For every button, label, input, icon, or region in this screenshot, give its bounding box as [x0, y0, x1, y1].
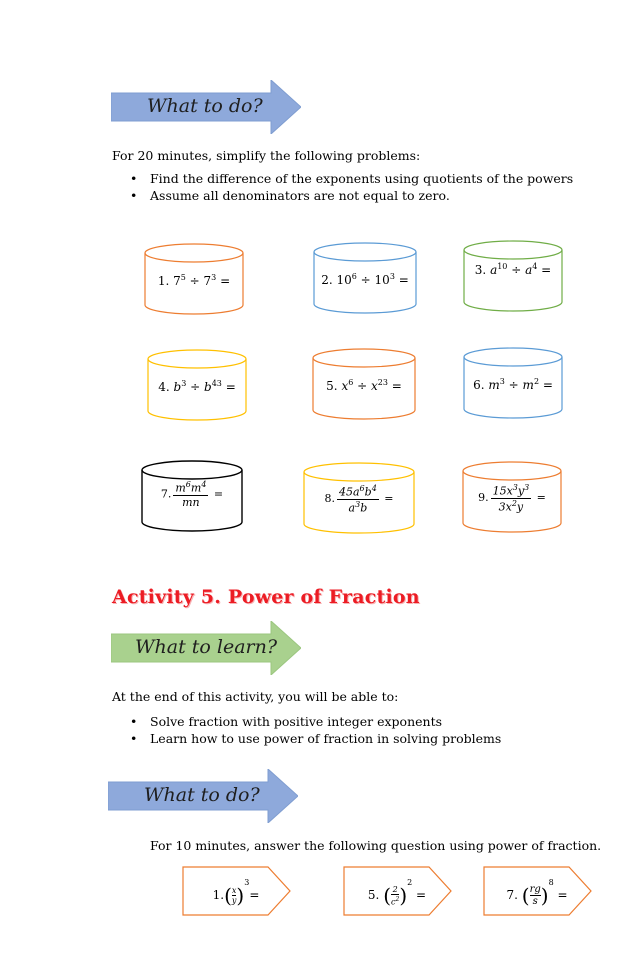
arrow-label: What to do?	[147, 95, 263, 117]
problem-expression: 9. $\frac{15x^3y^3}{3x^2y}$ =	[478, 483, 546, 514]
fraction-problem-7	[483, 866, 593, 914]
problem-expression: 6. $m^3 \div m^2$ =	[473, 377, 553, 392]
bullet-item: • Learn how to use power of fraction in solving problems	[114, 730, 501, 747]
arrow-label: What to do?	[144, 784, 260, 806]
activity-title: Activity 5. Power of Fraction	[112, 586, 420, 608]
problem-expression: 3. $a^{10} \div a^4$ =	[474, 262, 552, 277]
bullet-item: • Assume all denominators are not equal to zero.	[114, 187, 573, 204]
instruction-text: For 20 minutes, simplify the following problems:	[112, 148, 421, 163]
problem-expression: 8. $\frac{45a^6b^4}{a^3b}$ =	[324, 484, 394, 515]
fraction-problem-1	[182, 866, 292, 914]
problem-expression: 1. $7^5 \div 7^3$ =	[157, 273, 231, 288]
what-to-learn-arrow	[111, 621, 301, 675]
problem-cylinder-4	[147, 349, 247, 421]
problem-expression: 2. $10^6 \div 10^3$ =	[321, 272, 409, 287]
problem-cylinder-8	[303, 462, 403, 534]
fraction-expression: 1.( $\frac{x}{y}$ )$^3$=	[212, 878, 260, 908]
problem-cylinder-3	[463, 240, 563, 312]
problem-expression: 7. $\frac{m^6m^4}{mn}$ =	[160, 480, 224, 509]
problem-expression: 4. $b^3 \div b^{43}$ =	[158, 379, 236, 394]
problem-cylinder-6	[463, 347, 563, 419]
what-to-do-arrow-2	[108, 769, 298, 823]
instruction-bullets	[114, 170, 573, 204]
problem-cylinder-7	[141, 460, 241, 532]
problem-expression: 5. $x^6 \div x^{23}$ =	[326, 378, 402, 393]
arrow-label: What to learn?	[135, 636, 278, 658]
fraction-expression: 7. ( $\frac{rg}{s}$ )$^8$ =	[506, 878, 568, 908]
problem-cylinder-2	[313, 242, 413, 314]
problem-cylinder-5	[312, 348, 412, 420]
problem-cylinder-9	[462, 461, 562, 533]
intro-text: At the end of this activity, you will be able to:	[112, 689, 399, 704]
what-to-do-arrow	[111, 80, 301, 134]
bullet-item: • Solve fraction with positive integer exponents	[114, 713, 501, 730]
problem-cylinder-1	[144, 243, 244, 315]
fraction-expression: 5. ( $\frac{2}{c^2}$ )$^2$ =	[367, 878, 427, 908]
fraction-problem-5	[343, 866, 453, 914]
instruction-text-2: For 10 minutes, answer the following question using power of fraction.	[150, 838, 602, 853]
bullet-item: • Find the difference of the exponents using quotients of the powers	[114, 170, 573, 187]
learning-bullets	[114, 713, 501, 747]
